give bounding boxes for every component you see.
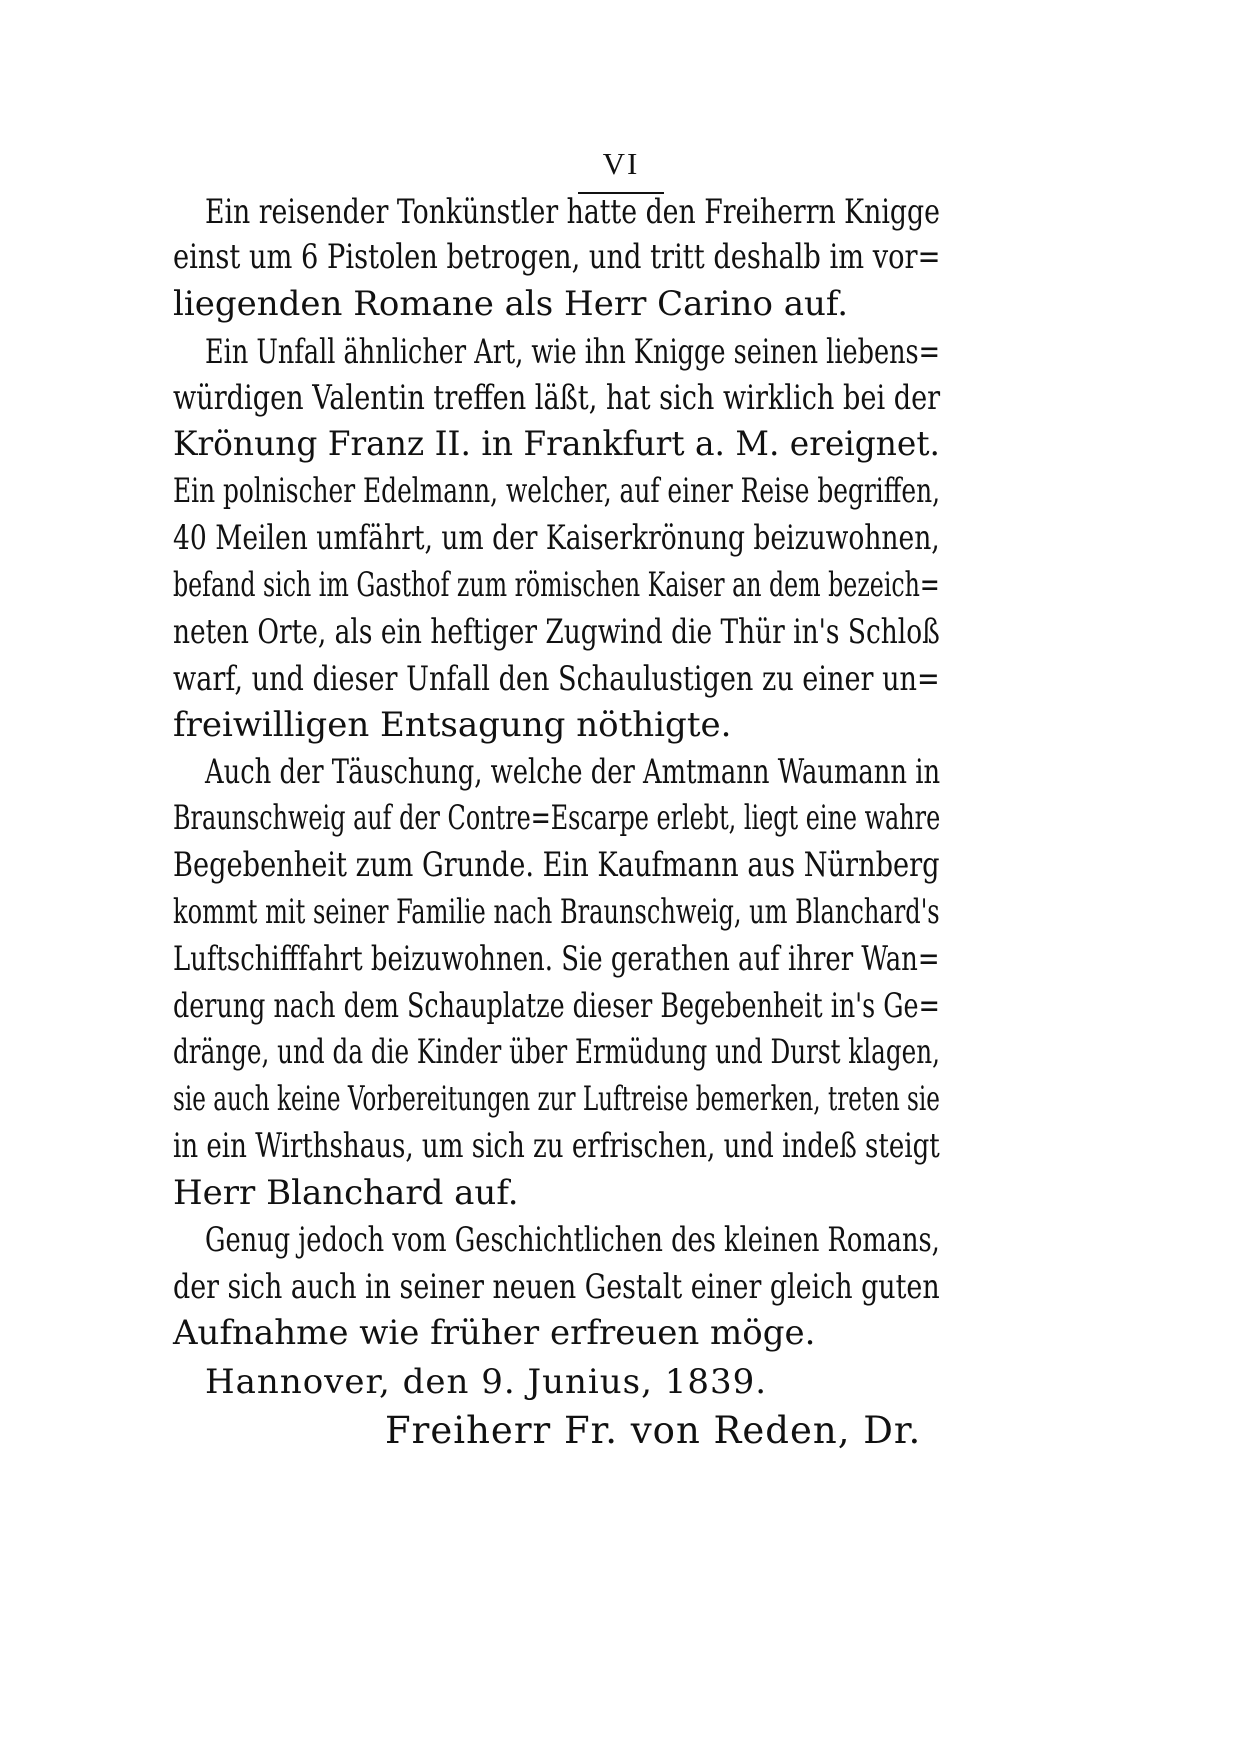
paragraph-4-line-3: Aufnahme wie früher erfreuen möge.	[173, 1313, 816, 1353]
paragraph-2-line-2: würdigen Valentin treffen läßt, hat sich wirklich bei der	[173, 378, 941, 418]
paragraph-3-line-8: sie auch keine Vorbereitungen zur Luftreise bemerken, treten sie	[173, 1079, 940, 1119]
paragraph-3-line-1: Auch der Täuschung, welche der Amtmann Waumann in	[205, 752, 941, 792]
signature: Freiherr Fr. von Reden, Dr.	[385, 1409, 922, 1452]
page-number: VI	[602, 146, 640, 181]
paragraph-1-line-3: liegenden Romane als Herr Carino auf.	[173, 284, 849, 324]
paragraph-3-line-4: kommt mit seiner Familie nach Braunschweig, um Blanchard's	[173, 892, 940, 932]
paragraph-3-line-3: Begebenheit zum Grunde. Ein Kaufmann aus Nürnberg	[173, 845, 940, 885]
paragraph-2-line-1: Ein Unfall ähnlicher Art, wie ihn Knigge seinen liebens=	[205, 332, 941, 372]
paragraph-1-line-1: Ein reisender Tonkünstler hatte den Freiherrn Knigge	[205, 192, 940, 232]
paragraph-1-line-2: einst um 6 Pistolen betrogen, und tritt deshalb im vor=	[173, 237, 941, 277]
paragraph-2-line-8: warf, und dieser Unfall den Schaulustigen zu einer un=	[173, 659, 940, 699]
paragraph-4-line-1: Genug jedoch vom Geschichtlichen des kleinen Romans,	[205, 1220, 940, 1260]
paragraph-2-line-4: Ein polnischer Edelmann, welcher, auf einer Reise begriffen,	[173, 471, 941, 511]
paragraph-3-line-2: Braunschweig auf der Contre=Escarpe erlebt, liegt eine wahre	[173, 798, 941, 838]
paragraph-4-line-2: der sich auch in seiner neuen Gestalt einer gleich guten	[173, 1267, 940, 1307]
paragraph-2-line-7: neten Orte, als ein heftiger Zugwind die Thür in's Schloß	[173, 612, 940, 652]
paragraph-3-line-7: dränge, und da die Kinder über Ermüdung und Durst klagen,	[173, 1032, 940, 1072]
paragraph-3-line-6: derung nach dem Schauplatze dieser Begebenheit in's Ge=	[173, 986, 940, 1026]
paragraph-2-line-5: 40 Meilen umfährt, um der Kaiserkrönung beizuwohnen,	[173, 518, 940, 558]
paragraph-2-line-3: Krönung Franz II. in Frankfurt a. M. ereignet.	[173, 424, 940, 464]
dateline: Hannover, den 9. Junius, 1839.	[205, 1362, 768, 1402]
paragraph-3-line-10: Herr Blanchard auf.	[173, 1173, 519, 1213]
paragraph-2-line-9: freiwilligen Entsagung nöthigte.	[173, 705, 732, 745]
paragraph-3-line-5: Luftschifffahrt beizuwohnen. Sie gerathen auf ihrer Wan=	[173, 939, 940, 979]
paragraph-3-line-9: in ein Wirthshaus, um sich zu erfrischen, und indeß steigt	[173, 1126, 940, 1166]
paragraph-2-line-6: befand sich im Gasthof zum römischen Kaiser an dem bezeich=	[173, 565, 940, 605]
